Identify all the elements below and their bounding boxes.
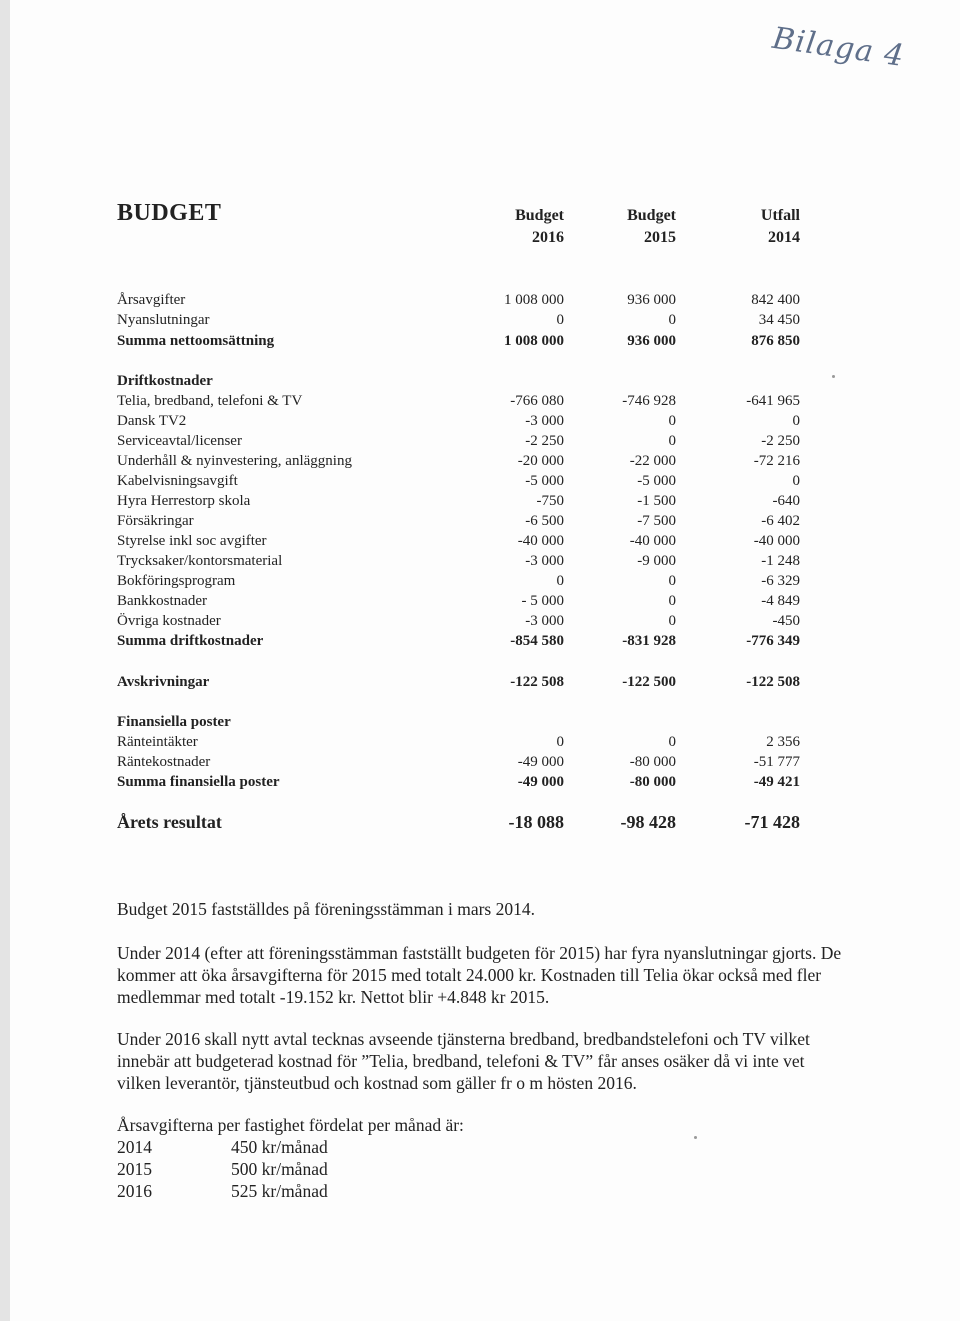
scan-speck [694, 1136, 697, 1139]
fees-heading: Årsavgifterna per fastighet fördelat per månad är: [117, 1115, 464, 1135]
row-value: -3 000 [525, 613, 564, 629]
row-value: 0 [556, 312, 564, 328]
column-header-utfall-2014: Utfall 2014 [760, 207, 800, 246]
table-row [117, 371, 801, 391]
table-row [117, 772, 801, 792]
row-value: -9 000 [637, 553, 676, 569]
row-label: Avskrivningar [117, 674, 210, 690]
row-value: 876 850 [751, 333, 800, 349]
row-label: Kabelvisningsavgift [117, 473, 238, 489]
row-value: -776 349 [746, 633, 800, 649]
row-value: -18 088 [508, 812, 564, 832]
row-value: 0 [668, 734, 676, 750]
row-label: Summa finansiella poster [117, 774, 280, 790]
table-row [117, 531, 801, 551]
row-value: 0 [792, 473, 800, 489]
table-row [117, 411, 801, 431]
row-value: -6 500 [525, 513, 564, 529]
row-label: Räntekostnader [117, 754, 211, 770]
row-value: 34 450 [758, 312, 800, 328]
table-row [117, 591, 801, 611]
row-value: -7 500 [637, 513, 676, 529]
table-row [117, 431, 801, 451]
table-row [117, 310, 801, 330]
handwritten-annotation: Bilaga 4 [770, 20, 907, 75]
row-label: Finansiella poster [117, 714, 231, 730]
row-value: -3 000 [525, 553, 564, 569]
row-value: 0 [668, 613, 676, 629]
row-value: -98 428 [620, 812, 676, 832]
row-label: Ränteintäkter [117, 734, 198, 750]
row-value: -80 000 [629, 774, 676, 790]
table-row [117, 290, 801, 310]
table-row [117, 732, 801, 752]
row-label: Serviceavtal/licenser [117, 433, 242, 449]
row-label: Årsavgifter [117, 292, 186, 308]
table-row [117, 391, 801, 411]
row-value: -40 000 [517, 533, 564, 549]
fee-year: 2015 [117, 1159, 152, 1179]
row-value: -641 965 [746, 393, 800, 409]
row-label: Årets resultat [117, 812, 222, 832]
row-value: -51 777 [753, 754, 800, 770]
row-value: -20 000 [517, 453, 564, 469]
row-value: -766 080 [510, 393, 564, 409]
row-value: -746 928 [622, 393, 676, 409]
row-label: Bankkostnader [117, 593, 207, 609]
row-value: -40 000 [753, 533, 800, 549]
row-value: -5 000 [525, 473, 564, 489]
row-label: Driftkostnader [117, 373, 213, 389]
row-value: 1 008 000 [504, 292, 564, 308]
row-label: Övriga kostnader [117, 613, 221, 629]
row-value: 0 [792, 413, 800, 429]
row-label: Underhåll & nyinvestering, anläggning [117, 453, 352, 469]
table-row [117, 810, 801, 834]
row-value: 2 356 [766, 734, 800, 750]
row-value: 1 008 000 [504, 333, 564, 349]
row-value: 0 [668, 413, 676, 429]
row-value: 0 [556, 573, 564, 589]
row-value: - 5 000 [521, 593, 564, 609]
page-title: BUDGET [117, 200, 222, 226]
row-label: Summa driftkostnader [117, 633, 264, 649]
row-value: -22 000 [629, 453, 676, 469]
row-value: -6 329 [761, 573, 800, 589]
table-row [117, 331, 801, 351]
row-value: -3 000 [525, 413, 564, 429]
row-value: -6 402 [761, 513, 800, 529]
row-value: -40 000 [629, 533, 676, 549]
row-label: Bokföringsprogram [117, 573, 236, 589]
row-value: -640 [772, 493, 800, 509]
row-value: -1 248 [761, 553, 800, 569]
fee-year: 2014 [117, 1137, 152, 1157]
row-value: 0 [556, 734, 564, 750]
fee-amount: 450 kr/månad [231, 1137, 328, 1157]
table-row [117, 611, 801, 631]
row-value: -2 250 [525, 433, 564, 449]
row-value: 0 [668, 312, 676, 328]
row-value: 842 400 [751, 292, 800, 308]
row-value: -2 250 [761, 433, 800, 449]
row-value: -80 000 [629, 754, 676, 770]
row-value: -854 580 [510, 633, 564, 649]
row-value: -122 500 [622, 674, 676, 690]
row-label: Dansk TV2 [117, 413, 187, 429]
column-header-budget-2016: Budget 2016 [515, 207, 564, 246]
table-row [117, 491, 801, 511]
row-value: 0 [668, 573, 676, 589]
row-value: -72 216 [753, 453, 800, 469]
fee-amount: 525 kr/månad [231, 1181, 328, 1201]
row-value: -49 000 [517, 754, 564, 770]
scan-speck [832, 375, 835, 378]
row-label: Försäkringar [117, 513, 194, 529]
row-value: -750 [536, 493, 564, 509]
row-value: -49 421 [753, 774, 800, 790]
note-paragraph-2: Under 2014 (efter att föreningsstämman fastställt budgeten för 2015) har fyra nyanslutningar gjorts. De kommer att öka årsavgifterna för 2015 med totalt 24.000 kr. Kostnaden till Telia ökar också med fler medlemmar med totalt -19.152 kr. Nettot blir +4.848 kr 2015. [117, 943, 842, 1007]
table-row [117, 672, 801, 692]
row-value: -831 928 [622, 633, 676, 649]
table-row [117, 712, 801, 732]
row-value: -71 428 [744, 812, 800, 832]
note-paragraph-3: Under 2016 skall nytt avtal tecknas avseende tjänsterna bredband, bredbandstelefoni och TV vilket innebär att budgeterad kostnad för ”Telia, bredband, telefoni & TV” får anses osäker då vi inte vet vilken leverantör, tjänsteutbud och kostnad som gäller fr o m hösten 2016. [117, 1029, 810, 1093]
scan-edge [0, 0, 10, 1321]
row-value: 936 000 [627, 333, 676, 349]
row-value: 0 [668, 433, 676, 449]
fee-year: 2016 [117, 1181, 152, 1201]
row-value: -1 500 [637, 493, 676, 509]
row-value: -5 000 [637, 473, 676, 489]
table-row [117, 631, 801, 651]
table-row [117, 451, 801, 471]
table-row [117, 471, 801, 491]
table-row [117, 571, 801, 591]
row-value: -4 849 [761, 593, 800, 609]
row-value: 0 [668, 593, 676, 609]
row-label: Styrelse inkl soc avgifter [117, 533, 267, 549]
column-header-budget-2015: Budget 2015 [627, 207, 676, 246]
row-value: -49 000 [517, 774, 564, 790]
table-row [117, 752, 801, 772]
row-label: Hyra Herrestorp skola [117, 493, 251, 509]
row-value: -122 508 [746, 674, 800, 690]
fee-amount: 500 kr/månad [231, 1159, 328, 1179]
table-row [117, 511, 801, 531]
row-value: 936 000 [627, 292, 676, 308]
row-value: -450 [772, 613, 800, 629]
row-label: Telia, bredband, telefoni & TV [117, 393, 303, 409]
row-label: Nyanslutningar [117, 312, 210, 328]
table-row [117, 551, 801, 571]
note-paragraph-1: Budget 2015 fastställdes på föreningsstämman i mars 2014. [117, 899, 535, 919]
row-value: -122 508 [510, 674, 564, 690]
row-label: Trycksaker/kontorsmaterial [117, 553, 283, 569]
row-label: Summa nettoomsättning [117, 333, 275, 349]
